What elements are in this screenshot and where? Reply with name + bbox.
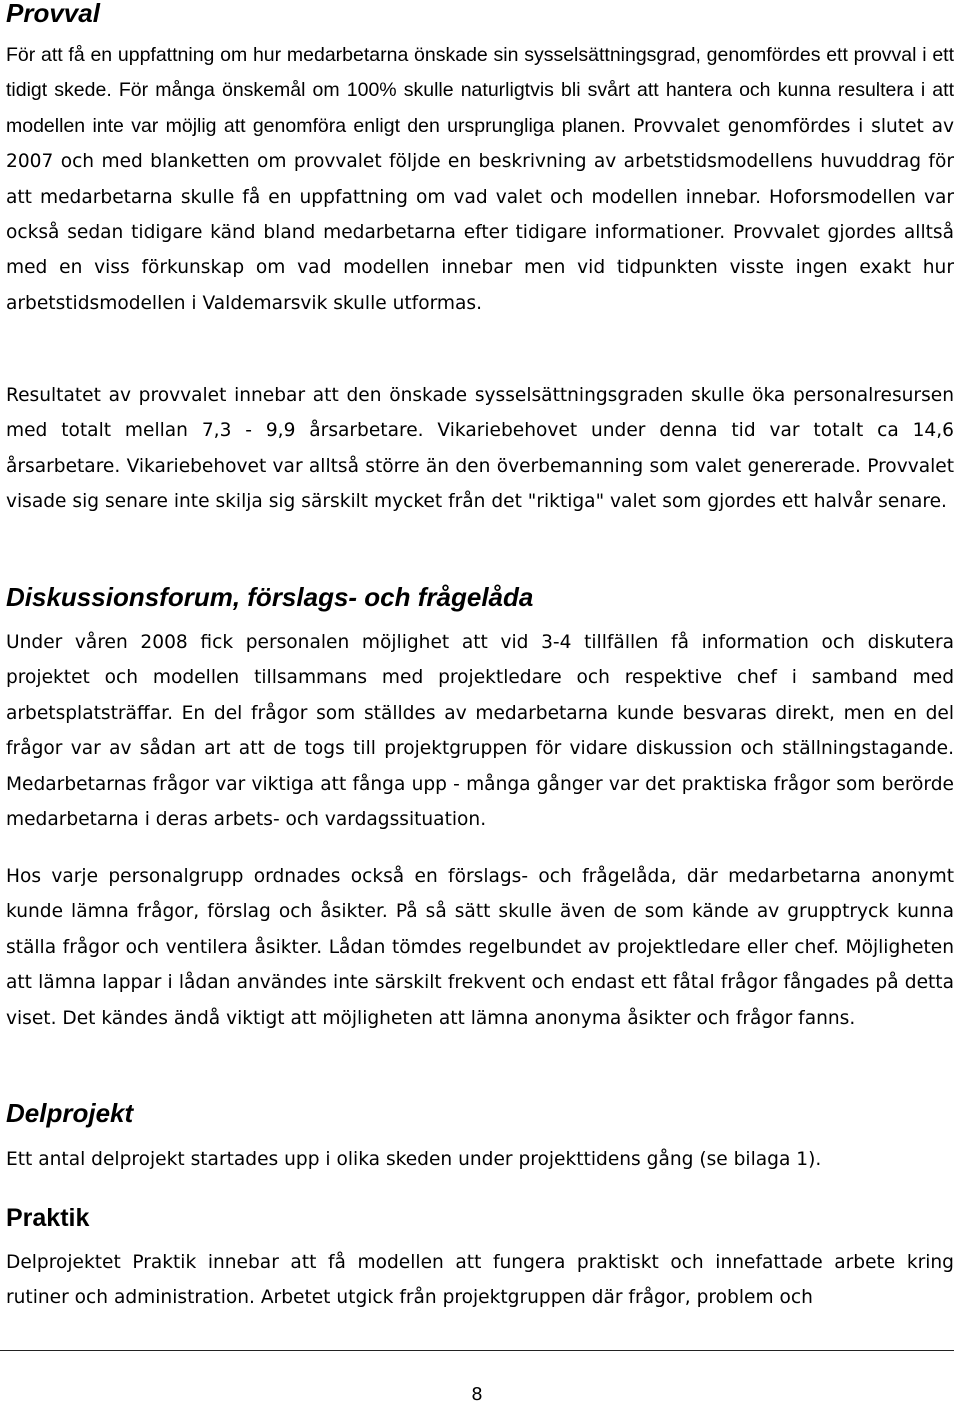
paragraph-provval-1-part1: För att få en uppfattning om hur medarbetarna önskade sin sysselsättningsgrad, genomfördes ett provval i ett tidigt skede. För många önskemål om 100% skulle naturligtvis bli svårt att hantera och kunna resultera i att modellen inte var möjlig att genomföra enligt den ursprungliga planen. xyxy=(6,44,954,137)
heading-delprojekt: Delprojekt xyxy=(6,1098,134,1128)
heading-diskussionsforum: Diskussionsforum, förslags- och frågelåda xyxy=(6,582,534,612)
heading-praktik: Praktik xyxy=(6,1204,90,1232)
footer-divider xyxy=(0,1350,954,1351)
paragraph-provval-1-part2: Provvalet genomfördes i slutet av 2007 och med blanketten om provvalet följde en beskrivning av arbetstidsmodellens huvuddrag för att medarbetarna skulle få en uppfattning om vad valet och modellen innebar. Hoforsmodellen var också sedan tidigare känd bland medarbetarna efter tidigare informationer. Provvalet gjordes alltså med en viss förkunskap om vad modellen innebar men vid tidpunkten visste ingen exakt hur arbetstidsmodellen i Valdemarsvik skulle utformas. xyxy=(6,115,955,314)
paragraph-provval-1 xyxy=(6,38,954,321)
paragraph-diskussion-2: Hos varje personalgrupp ordnades också en förslags- och frågelåda, där medarbetarna anonymt kunde lämna frågor, förslag och åsikter. På så sätt skulle även de som kände av grupptryck kunna ställa frågor och ventilera åsikter. Lådan tömdes regelbundet av projektledare eller chef. Möjligheten att lämna lappar i lådan användes inte särskilt frekvent och endast ett fåtal frågor fångades på detta viset. Det kändes ändå viktigt att möjligheten att lämna anonyma åsikter och frågor fanns. xyxy=(6,866,954,1029)
heading-provval: Provval xyxy=(6,0,100,28)
paragraph-delprojekt-1: Ett antal delprojekt startades upp i olika skeden under projekttidens gång (se bilaga 1). xyxy=(6,1149,822,1170)
paragraph-provval-2: Resultatet av provvalet innebar att den önskade sysselsättningsgraden skulle öka personalresursen med totalt mellan 7,3 - 9,9 årsarbetare. Vikariebehovet under denna tid var totalt ca 14,6 årsarbetare. Vikariebehovet var alltså större än den överbemanning som valet genererade. Provvalet visade sig senare inte skilja sig särskilt mycket från det "riktiga" valet som gjordes ett halvår senare. xyxy=(6,385,954,513)
paragraph-praktik-1: Delprojektet Praktik innebar att få modellen att fungera praktiskt och innefattade arbete kring rutiner och administration. Arbetet utgick från projektgruppen där frågor, problem och xyxy=(6,1252,954,1309)
page-number: 8 xyxy=(471,1384,483,1405)
paragraph-diskussion-1: Under våren 2008 fick personalen möjlighet att vid 3-4 tillfällen få information och diskutera projektet och modellen tillsammans med projektledare och respektive chef i samband med arbetsplatsträffar. En del frågor som ställdes av medarbetarna kunde besvaras direkt, men en del frågor var av sådan art att de togs till projektgruppen för vidare diskussion och ställningstagande. Medarbetarnas frågor var viktiga att fånga upp - många gånger var det praktiska frågor som berörde medarbetarna i deras arbets- och vardagssituation. xyxy=(6,632,954,831)
